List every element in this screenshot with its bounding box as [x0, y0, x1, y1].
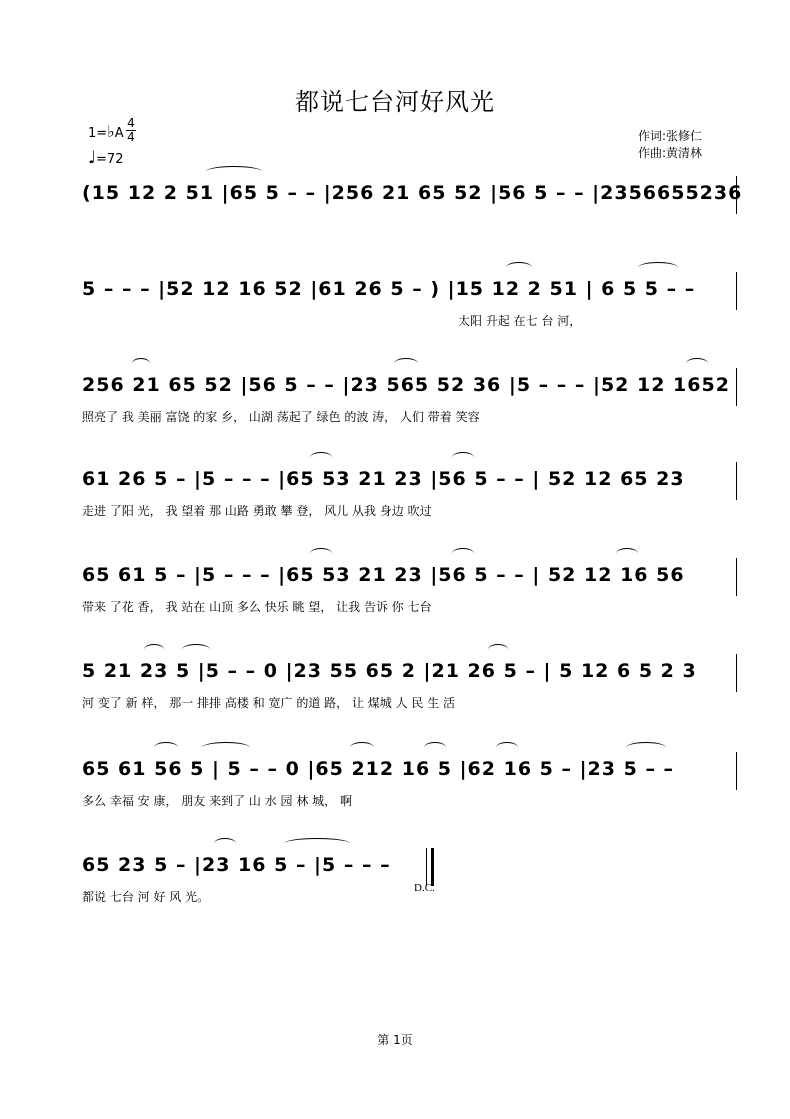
slur-mark: [202, 742, 250, 753]
key-signature: [88, 122, 124, 141]
dc-mark: D.C.: [414, 882, 435, 894]
barline: [736, 368, 737, 406]
slur-mark: [206, 166, 262, 177]
slur-mark: [394, 358, 418, 369]
slur-mark: [638, 262, 678, 273]
lyrics-line: [82, 216, 732, 234]
score-system-6: [78, 658, 740, 728]
slur-mark: [310, 452, 332, 463]
tempo-value: =72: [96, 152, 124, 167]
composer: 作曲:黄清林: [638, 146, 703, 160]
notation-line: 65 23 5 – |23 16 5 – |5 – – –: [82, 854, 391, 876]
slur-mark: [182, 644, 210, 655]
credits: [638, 128, 702, 162]
quarter-note-icon: ♩: [88, 148, 97, 168]
key-note: A: [114, 126, 124, 141]
slur-mark: [626, 742, 666, 753]
barline: [736, 462, 737, 500]
time-sig-bottom: 4: [127, 130, 135, 144]
page-footer: 第 1页: [377, 1033, 413, 1047]
score-system-3: [78, 372, 740, 442]
slur-mark: [496, 742, 518, 753]
barline: [736, 752, 737, 790]
slur-mark: [488, 644, 508, 655]
slur-mark: [350, 742, 374, 753]
final-barline: [431, 848, 434, 886]
barline: [736, 654, 737, 692]
score-system-7: [78, 756, 740, 826]
lyrics-line: 走进 了阳 光， 我 望着 那 山路 勇敢 攀 登， 风儿 从我 身边 吹过: [82, 504, 432, 518]
lyrics-line: 都说 七台 河 好 风 光。: [82, 890, 210, 904]
time-sig-top: 4: [127, 116, 135, 130]
lyricist: 作词:张修仁: [638, 129, 703, 143]
flat-icon: ♭: [107, 122, 115, 141]
slur-mark: [284, 838, 350, 849]
slur-mark: [616, 548, 638, 559]
lyrics-line: 太阳 升起 在七 台 河，: [458, 314, 582, 328]
barline: [736, 176, 737, 214]
notation-line: 65 61 5 – |5 – – – |65 53 21 23 |56 5 – – | 52 12 16 56: [82, 564, 685, 586]
score-system-4: [78, 466, 740, 536]
song-title: 都说七台河好风光: [295, 88, 495, 116]
time-signature: [126, 117, 136, 144]
slur-mark: [310, 548, 332, 559]
slur-mark: [144, 644, 164, 655]
slur-mark: [214, 838, 236, 849]
score-system-1: [78, 180, 743, 250]
slur-mark: [452, 452, 474, 463]
slur-mark: [686, 358, 708, 369]
slur-mark: [424, 742, 446, 753]
slur-mark: [506, 262, 532, 273]
lyrics-line: 河 变了 新 样， 那一 排排 高楼 和 宽广 的道 路， 让 煤城 人 民 生 活: [82, 696, 456, 710]
notation-line: 5 21 23 5 |5 – – 0 |23 55 65 2 |21 26 5 – | 5 12 6 5 2 3: [82, 660, 697, 682]
lyrics-line: 多么 幸福 安 康， 朋友 来到了 山 水 园 林 城， 啊: [82, 794, 352, 808]
notation-line: 5 – – – |52 12 16 52 |61 26 5 – ) |15 12 2 51 | 6 5 5 – –: [82, 278, 696, 300]
notation-line: 65 61 56 5 | 5 – – 0 |65 212 16 5 |62 16 5 – |23 5 – –: [82, 758, 675, 780]
score-system-5: [78, 562, 740, 632]
barline: [736, 272, 737, 310]
notation-line: 256 21 65 52 |56 5 – – |23 565 52 36 |5 – – – |52 12 1652: [82, 374, 730, 396]
notation-line: 61 26 5 – |5 – – – |65 53 21 23 |56 5 – – | 52 12 65 23: [82, 468, 685, 490]
slur-mark: [132, 358, 150, 369]
slur-mark: [452, 548, 474, 559]
key-label: 1=: [88, 126, 108, 141]
lyrics-line: 带来 了花 香， 我 站在 山顶 多么 快乐 眺 望， 让我 告诉 你 七台: [82, 600, 432, 614]
score-system-2: [78, 276, 740, 346]
barline: [426, 848, 427, 886]
slur-mark: [154, 742, 178, 753]
barline: [736, 558, 737, 596]
notation-line: (15 12 2 51 |65 5 – – |256 21 65 52 |56 5 – – |2356655236: [82, 182, 743, 204]
lyrics-line: 照亮了 我 美丽 富饶 的家 乡， 山湖 荡起了 绿色 的波 涛， 人们 带着 笑容: [82, 410, 480, 424]
score-system-8: [78, 852, 740, 922]
tempo-marking: [88, 148, 123, 168]
